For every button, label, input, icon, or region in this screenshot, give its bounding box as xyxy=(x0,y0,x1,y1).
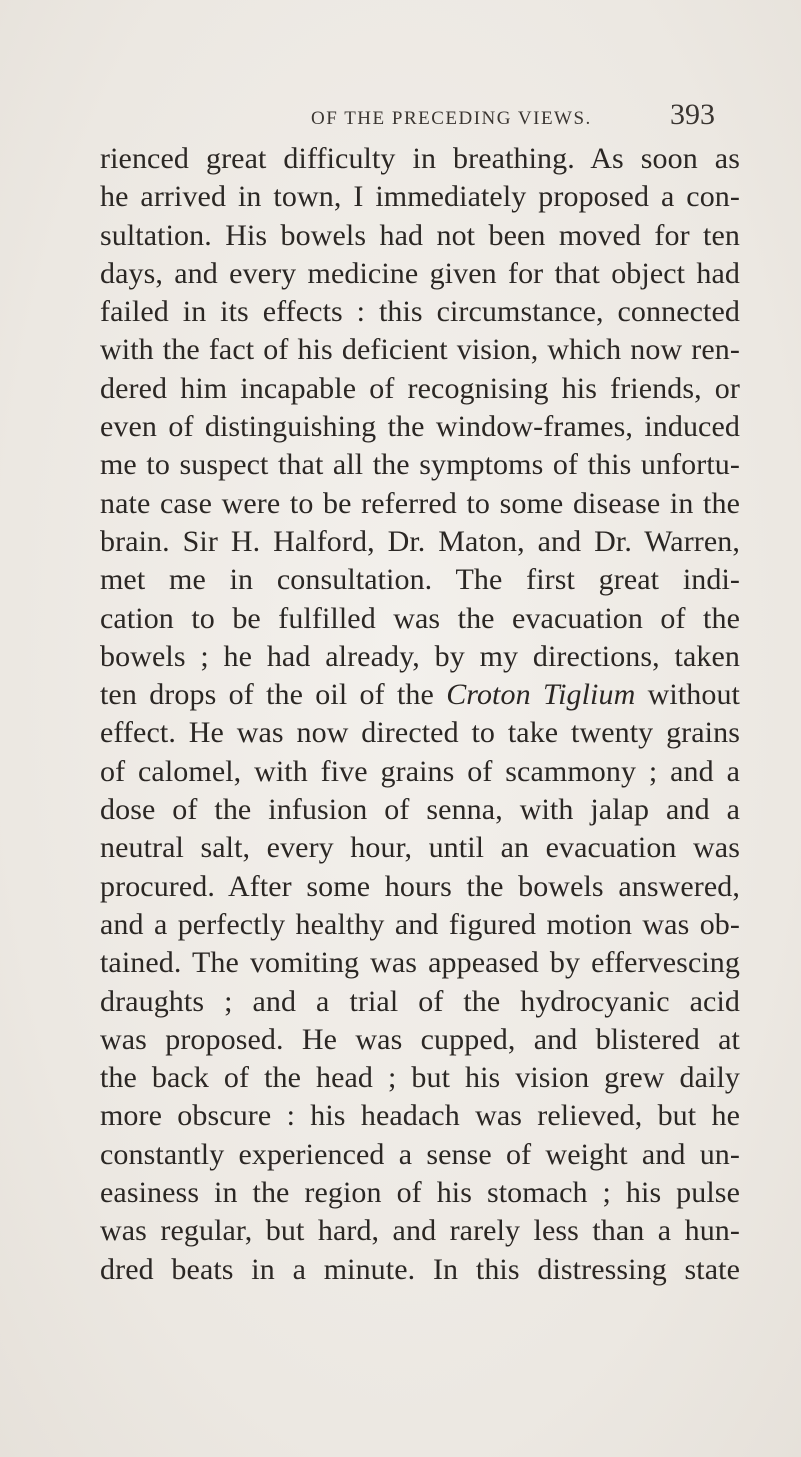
page-number: 393 xyxy=(670,98,715,131)
text-segment: ten drops of the oil of the xyxy=(100,678,447,712)
text-line: constantly experienced a sense of weight and un- xyxy=(100,1137,740,1171)
text-line: sultation. His bowels had not been moved for ten xyxy=(100,218,740,252)
text-line: dose of the infusion of senna, with jalap and a xyxy=(100,793,740,827)
text-line: days, and every medicine given for that object had xyxy=(100,256,740,290)
text-line: failed in its effects : this circumstance, connected xyxy=(100,295,740,329)
text-line: effect. He was now directed to take twenty grains xyxy=(100,716,740,750)
text-line: tained. The vomiting was appeased by effervescing xyxy=(100,946,740,980)
body-text xyxy=(100,140,740,1289)
italic-term: Croton Tiglium xyxy=(446,678,636,712)
text-line: easiness in the region of his stomach ; his pulse xyxy=(100,1176,740,1210)
text-line: dered him incapable of recognising his friends, or xyxy=(100,371,740,405)
text-line: dred beats in a minute. In this distressing state xyxy=(100,1252,740,1286)
text-line: of calomel, with five grains of scammony ; and a xyxy=(100,754,740,788)
text-line: even of distinguishing the window-frames, induced xyxy=(100,410,740,444)
text-line: with the fact of his deficient vision, which now ren- xyxy=(100,333,740,367)
text-line: bowels ; he had already, by my directions, taken xyxy=(100,639,740,673)
running-head xyxy=(0,94,801,134)
text-line: draughts ; and a trial of the hydrocyanic acid xyxy=(100,984,740,1018)
text-line: brain. Sir H. Halford, Dr. Maton, and Dr. Warren, xyxy=(100,524,740,558)
text-line: procured. After some hours the bowels answered, xyxy=(100,869,740,903)
text-line: met me in consultation. The first great indi- xyxy=(100,563,740,597)
text-segment: without xyxy=(635,678,740,712)
text-line: the back of the head ; but his vision grew daily xyxy=(100,1061,740,1095)
text-line: and a perfectly healthy and figured motion was ob- xyxy=(100,907,740,941)
text-line: rienced great difficulty in breathing. As soon as xyxy=(100,142,740,175)
text-line: neutral salt, every hour, until an evacuation was xyxy=(100,831,740,865)
text-line: was regular, but hard, and rarely less than a hun- xyxy=(100,1214,740,1248)
text-line: nate case were to be referred to some disease in the xyxy=(100,486,740,520)
running-title: OF THE PRECEDING VIEWS. xyxy=(311,108,592,129)
text-line: was proposed. He was cupped, and blistered at xyxy=(100,1022,740,1056)
text-line: me to suspect that all the symptoms of this unfortu- xyxy=(100,448,740,482)
text-line-with-italic xyxy=(100,676,740,714)
text-line: more obscure : his headach was relieved, but he xyxy=(100,1099,740,1133)
text-line: he arrived in town, I immediately proposed a con- xyxy=(100,180,740,214)
text-line: cation to be fulfilled was the evacuation of the xyxy=(100,601,740,635)
